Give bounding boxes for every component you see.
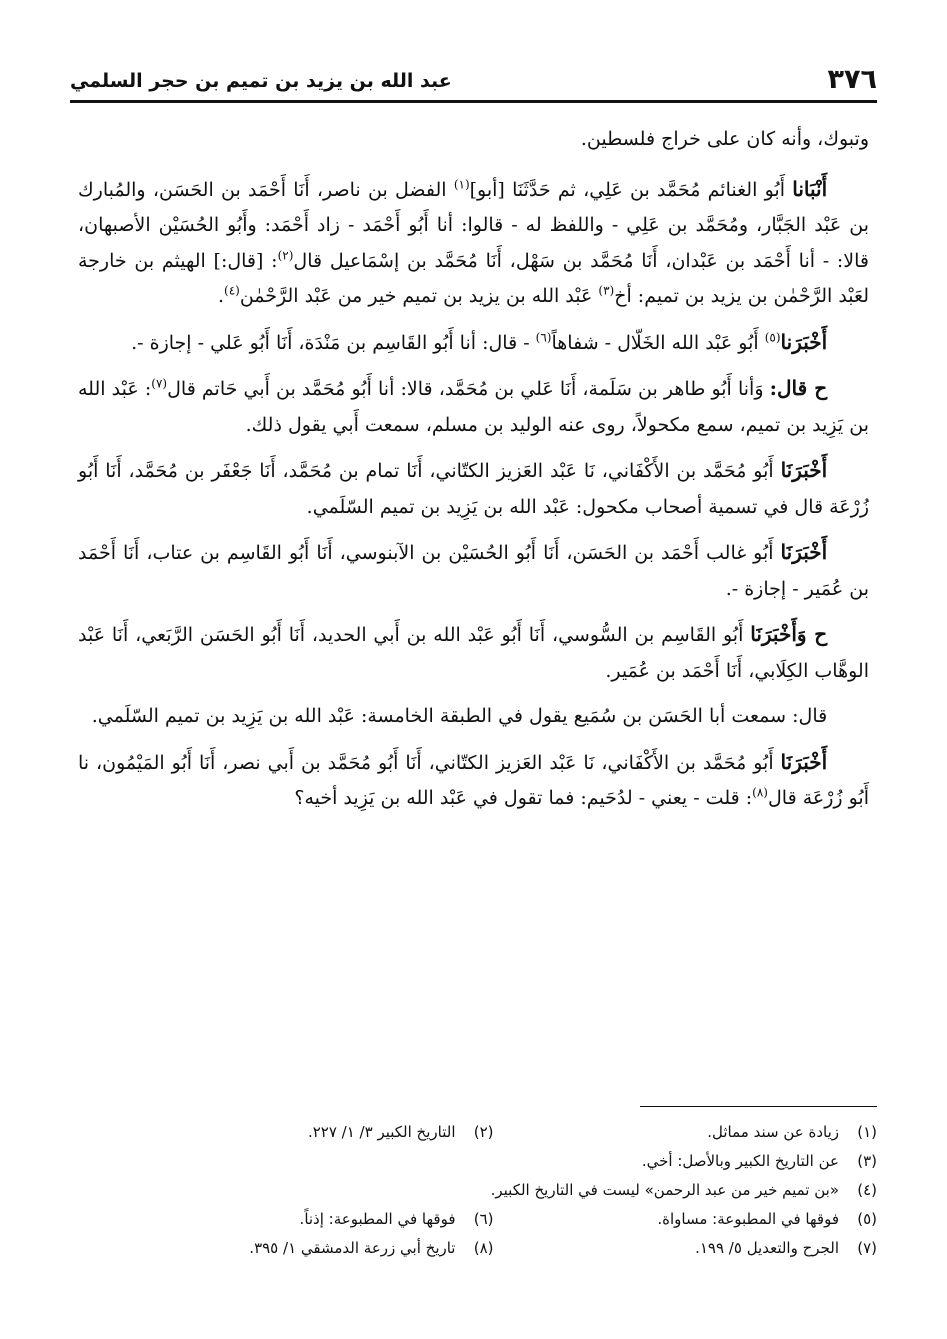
- footnote-2: [110, 1118, 494, 1147]
- footnote-text: عن التاريخ الكبير وبالأصل: أخي.: [641, 1152, 839, 1170]
- footnote-7: [494, 1234, 878, 1263]
- paragraph-4: [78, 371, 869, 443]
- paragraph-6: [78, 535, 869, 607]
- footnote-number: (٣): [857, 1152, 877, 1170]
- footnote-marker: (٢): [277, 248, 294, 263]
- paragraph-3: [78, 325, 869, 362]
- footnote-number: (٥): [857, 1210, 877, 1228]
- footnote-text: فوقها في المطبوعة: مساواة.: [657, 1210, 839, 1228]
- transmission-term: أَخْبَرَنا: [780, 329, 828, 354]
- footnotes: [110, 1118, 877, 1263]
- page-number: ٣٧٦: [827, 64, 877, 95]
- paragraph-text: وتبوك، وأنه كان على خراج فلسطين.: [580, 128, 869, 150]
- footnote-marker: (٣): [598, 283, 615, 298]
- footnote-8: [110, 1234, 494, 1263]
- paragraph-text: الفضل بن ناصر، أَنَا أَحْمَد بن الحَسَن، والمُبارك بن عَبْد الجَبَّار، ومُحَمَّد بن عَلِي - واللفظ له - قالوا: أنا أَبُو أَحْمَد - زاد أَحْمَد: وأَبُو الحُسَيْن الأصبهان، قالا: - أنا أَحْمَد بن عَبْدان، أَنَا مُحَمَّد بن سَهْل، أَنَا مُحَمَّد بن إسْمَاعيل قال: [78, 178, 870, 272]
- footnote-separator: [640, 1106, 877, 1107]
- paragraph-7: [78, 617, 869, 689]
- paragraph-text: عَبْد الله بن يزيد بن تميم خير من عَبْد الرَّحْمٰن: [239, 285, 599, 307]
- transmission-term: أَخْبَرَنَا: [780, 458, 828, 482]
- paragraph-text: : [قال:] الهيثم بن خارجة لعَبْد الرَّحْمٰن بن يزيد بن تميم: أخ: [78, 249, 869, 307]
- transmission-term: أَخْبَرَنَا: [780, 540, 828, 564]
- footnote-marker: (١): [453, 177, 470, 192]
- footnote-number: (٦): [473, 1210, 494, 1228]
- footnote-row: [110, 1118, 877, 1147]
- footnote-text: التاريخ الكبير ٣/ ١/ ٢٢٧.: [307, 1123, 456, 1141]
- paragraph-text: أَبُو القَاسِم بن السُّوسي، أَنَا أَبُو عَبْد الله بن أَبي الحديد، أَنَا أَبُو الحَسَن الرَّبَعي، أَنَا عَبْد الوهَّاب الكِلَابي، أَنَا أَحْمَد بن عُمَير.: [78, 624, 869, 682]
- paragraph-text: أَبُو مُحَمَّد بن الأَكْفَاني، نَا عَبْد العَزيز الكتّاني، أَنَا أَبُو مُحَمَّد بن أَبي نصر، أَنَا أَبُو المَيْمُون، نا أَبُو زُرْعَة قال: [78, 751, 869, 809]
- footnote-number: (٢): [473, 1123, 494, 1141]
- footnote-marker: (٦): [535, 330, 552, 345]
- footnote-6: [110, 1205, 494, 1234]
- footnote-marker: (٨): [752, 785, 768, 800]
- paragraph-text: : قلت - يعني - لدُحَيم: فما تقول في عَبْد الله بن يَزِيد أخيه؟: [294, 787, 753, 809]
- transmission-term: ح قال:: [769, 376, 828, 400]
- footnote-number: (١): [857, 1123, 877, 1141]
- footnote-number: (٨): [473, 1239, 494, 1257]
- footnote-marker: (٧): [151, 376, 168, 391]
- paragraph-text: أَبُو الغنائم مُحَمَّد بن عَلِي، ثم حَدَّثَنَا [أبو]: [469, 178, 793, 201]
- footnote-text: فوقها في المطبوعة: إذناً.: [299, 1210, 456, 1228]
- paragraph-text: قال: سمعت أبا الحَسَن بن سُمَيع يقول في الطبقة الخامسة: عَبْد الله بن يَزِيد بن تميم السّلَمي.: [91, 705, 828, 727]
- paragraph-1: [78, 122, 869, 158]
- footnote-1: [494, 1118, 878, 1147]
- paragraph-text: أَبُو عَبْد الله الخَلّال - شفاهاً: [551, 331, 765, 354]
- footnote-marker: (٥): [764, 330, 781, 345]
- footnote-row: [110, 1205, 877, 1234]
- paragraph-5: [78, 453, 869, 525]
- paragraph-text: أَبُو مُحَمَّد بن الأَكْفَاني، نَا عَبْد العَزيز الكتّاني، أَنَا تمام بن مُحَمَّد، أَنَا جَعْفَر بن مُحَمَّد، أَنَا أَبُو زُرْعَة قال في تسمية أصحاب مكحول: عَبْد الله بن يَزِيد بن تميم السّلَمي.: [78, 460, 869, 518]
- footnote-marker: (٤): [224, 283, 240, 298]
- paragraph-text: .: [217, 285, 224, 307]
- footnote-row: [110, 1234, 877, 1263]
- footnote-row: [110, 1147, 877, 1176]
- paragraph-text: وَأنا أَبُو طاهر بن سَلَمة، أَنَا عَلي بن مُحَمَّد، قالا: أنا أَبُو مُحَمَّد بن أَبي حَاتم قال: [167, 378, 770, 400]
- footnote-text: تاريخ أبي زرعة الدمشقي ١/ ٣٩٥.: [249, 1239, 456, 1257]
- paragraph-text: - قال: أنا أَبُو القَاسِم بن مَنْدَة، أَنَا أَبُو عَلي - إجازة -.: [131, 331, 536, 354]
- footnote-number: (٤): [857, 1181, 877, 1199]
- footnote-text: زيادة عن سند مماثل.: [707, 1123, 839, 1141]
- footnote-4: [110, 1176, 877, 1205]
- paragraph-text: : عَبْد الله بن يَزِيد بن تميم، سمع مكحولاً، روى عنه الوليد بن مسلم، سمعت أَبي يقول ذلك.: [78, 378, 869, 436]
- footnote-text: الجرح والتعديل ٥/ ١٩٩.: [695, 1239, 839, 1257]
- main-text: [78, 122, 869, 827]
- paragraph-text: أَبُو غالب أَحْمَد بن الحَسَن، أَنَا أَبُو الحُسَيْن بن الآبنوسي، أَنَا أَبُو القَاسِم بن عتاب، أَنَا أَحْمَد بن عُمَير - إجازة -.: [78, 542, 869, 600]
- footnote-number: (٧): [857, 1239, 877, 1257]
- paragraph-9: [78, 745, 869, 817]
- header-rule: [70, 100, 877, 103]
- page-header: [70, 60, 877, 100]
- paragraph-2: [78, 172, 869, 315]
- paragraph-8: [78, 699, 869, 735]
- running-title: عبد الله بن يزيد بن تميم بن حجر السلمي: [70, 70, 452, 92]
- transmission-term: أَخْبَرَنَا: [780, 749, 828, 774]
- transmission-term: ح وَأَخْبَرَنَا: [750, 622, 828, 646]
- transmission-term: أَنْبَانا: [792, 176, 828, 201]
- footnote-5: [494, 1205, 878, 1234]
- footnote-3: [110, 1147, 877, 1176]
- footnote-text: «بن تميم خير من عبد الرحمن» ليست في التاريخ الكبير.: [490, 1181, 839, 1199]
- footnote-row: [110, 1176, 877, 1205]
